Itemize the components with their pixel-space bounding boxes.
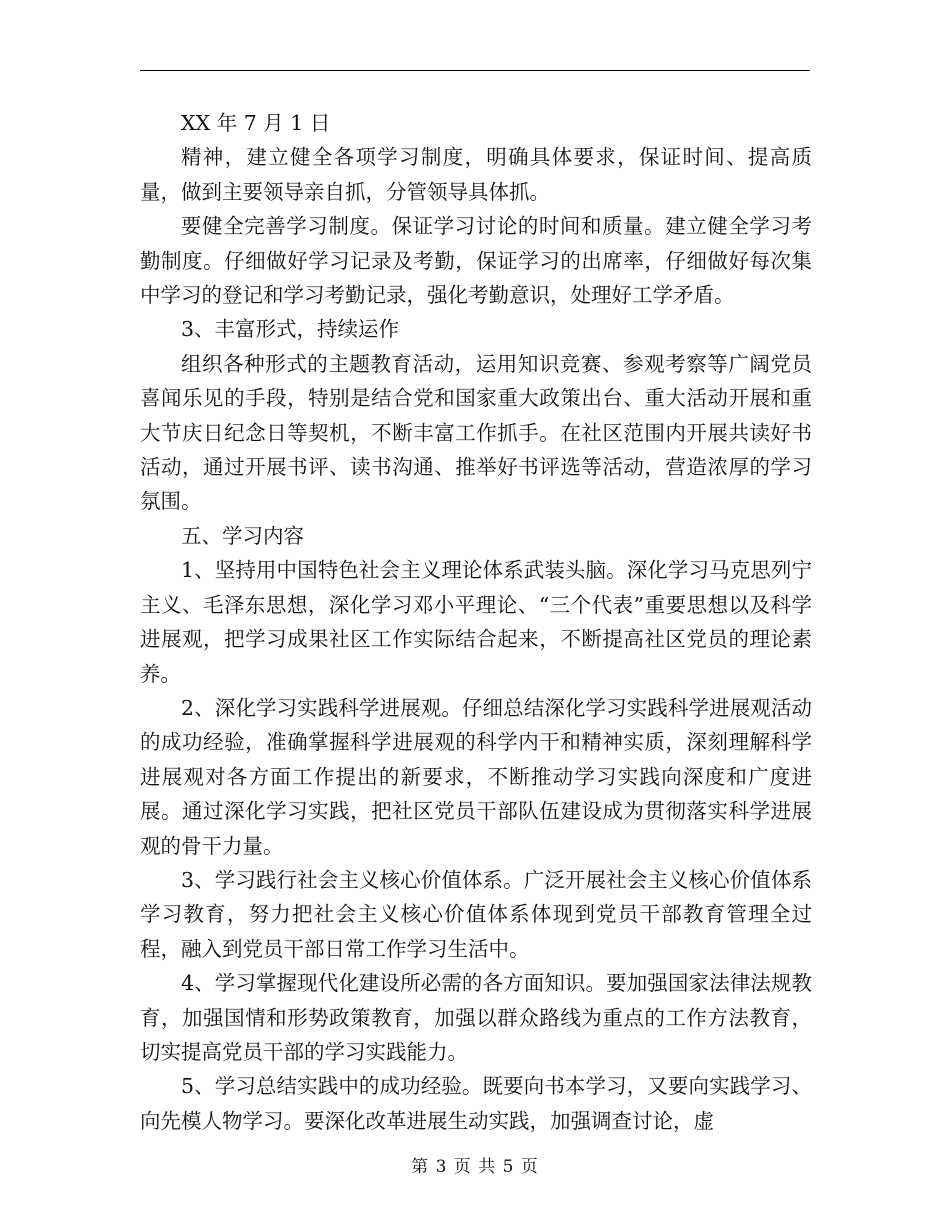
paragraph-content-4: 4、学习掌握现代化建设所必需的各方面知识。要加强国家法律法规教育，加强国情和形势政策教育，加强以群众路线为重点的工作方法教育，切实提高党员干部的学习实践能力。 — [140, 971, 812, 1064]
paragraph-content-3: 3、学习践行社会主义核心价值体系。广泛开展社会主义核心价值体系学习教育，努力把社会主义核心价值体系体现到党员干部教育管理全过程，融入到党员干部日常工作学习生活中。 — [140, 867, 812, 961]
document-date: XX 年 7 月 1 日 — [181, 111, 331, 135]
document-body — [140, 106, 812, 1138]
header-rule — [140, 70, 810, 71]
paragraph-study-system: 要健全完善学习制度。保证学习讨论的时间和质量。建立健全学习考勤制度。仔细做好学习记录及考勤，保证学习的出席率，仔细做好每次集中学习的登记和学习考勤记录，强化考勤意识，处理好工学矛盾。 — [140, 214, 812, 308]
page-number: 第 3 页 共 5 页 — [411, 1157, 539, 1177]
paragraph-study-spirit: 精神，建立健全各项学习制度，明确具体要求，保证时间、提高质量，做到主要领导亲自抓，分管领导具体抓。 — [140, 145, 812, 204]
paragraph-content-2: 2、深化学习实践科学进展观。仔细总结深化学习实践科学进展观活动的成功经验，准确掌握科学进展观的科学内干和精神实质，深刻理解科学进展观对各方面工作提出的新要求，不断推动学习实践向深度和广度进展。通过深化学习实践，把社区党员干部队伍建设成为贯彻落实科学进展观的骨干力量。 — [140, 695, 812, 858]
section-heading-rich-forms: 3、丰富形式，持续运作 — [181, 317, 400, 342]
paragraph-content-5: 5、学习总结实践中的成功经验。既要向书本学习，又要向实践学习、向先模人物学习。要深化改革进展生动实践，加强调查讨论，虚 — [140, 1074, 812, 1133]
section-heading-study-content: 五、学习内容 — [181, 523, 304, 548]
paragraph-content-1: 1、坚持用中国特色社会主义理论体系武装头脑。深化学习马克思列宁主义、毛泽东思想，深化学习邓小平理论、“三个代表”重要思想以及科学进展观，把学习成果社区工作实际结合起来，不断提高社区党员的理论素养。 — [140, 558, 812, 686]
paragraph-activities: 组织各种形式的主题教育活动，运用知识竞赛、参观考察等广阔党员喜闻乐见的手段，特别是结合党和国家重大政策出台、重大活动开展和重大节庆日纪念日等契机，不断丰富工作抓手。在社区范围内开展共读好书活动，通过开展书评、读书沟通、推举好书评选等活动，营造浓厚的学习氛围。 — [140, 351, 812, 514]
page-footer — [0, 1152, 950, 1177]
